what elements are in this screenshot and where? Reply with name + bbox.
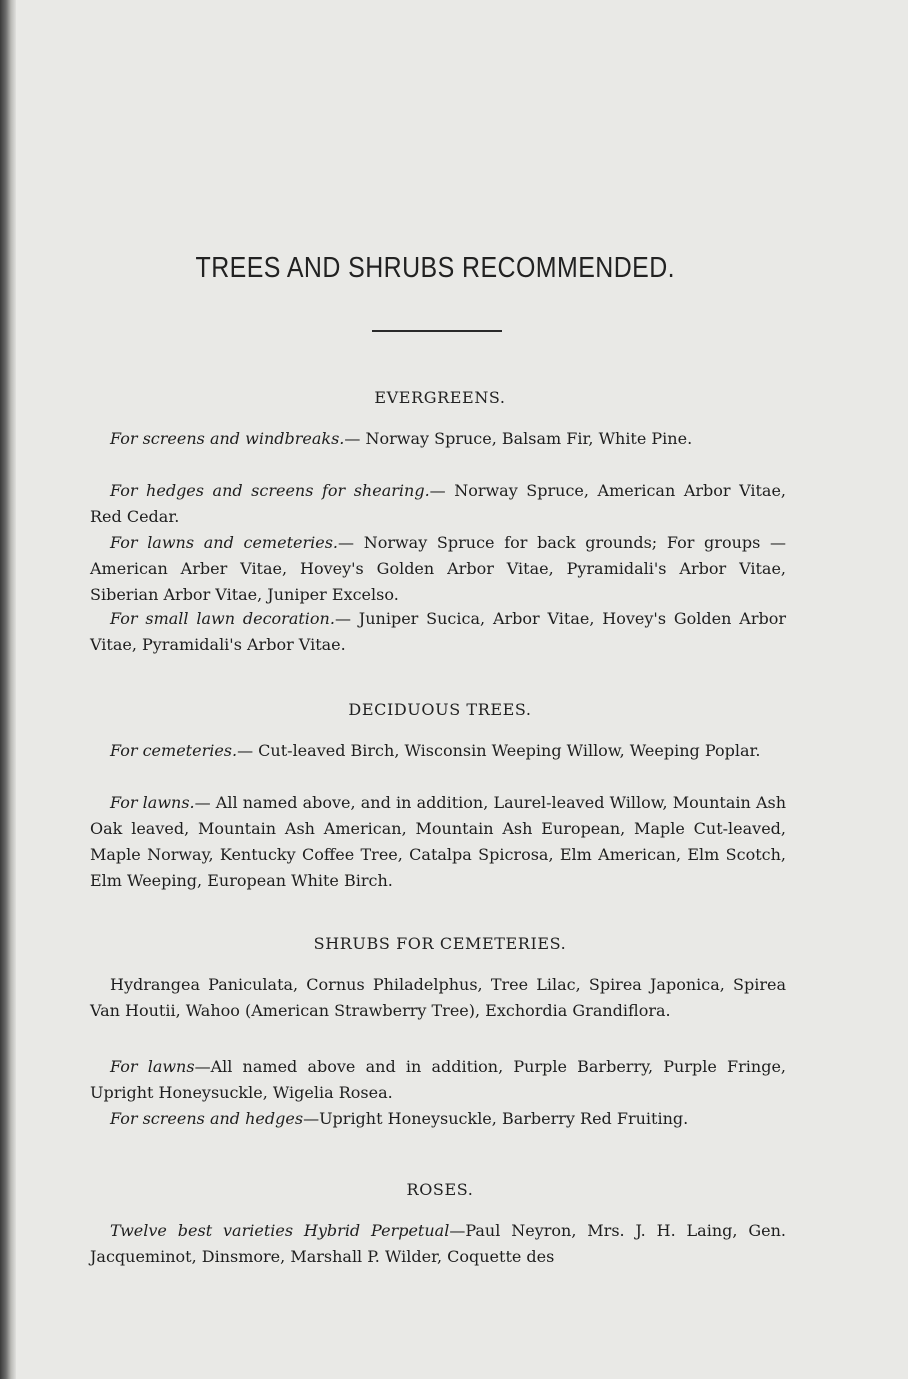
paragraph-text: —Upright Honeysuckle, Barberry Red Fruiting. [303, 1109, 689, 1128]
paragraph-lead: For screens and windbreaks. [110, 429, 345, 448]
paragraph-text: — Cut-leaved Birch, Wisconsin Weeping Willow, Weeping Poplar. [237, 741, 761, 760]
paragraph-text: Hydrangea Paniculata, Cornus Philadelphus, Tree Lilac, Spirea Japonica, Spirea Van Houtii, Wahoo (American Strawberry Tree), Exchordia Grandiflora. [90, 975, 786, 1020]
heading-evergreens: EVERGREENS. [374, 388, 506, 407]
paragraph-text: —Paul Neyron, Mrs. J. H. Laing, Gen. Jacqueminot, Dinsmore, Marshall P. Wilder, Coquette des [90, 1221, 786, 1266]
paragraph-evergreens-lawns [90, 530, 786, 608]
paragraph-text: — Norway Spruce, American Arbor Vitae, Red Cedar. [90, 481, 787, 526]
heading-roses: ROSES. [406, 1180, 474, 1199]
paragraph-shrubs-screens [90, 1106, 786, 1132]
title-divider [372, 330, 502, 332]
paragraph-roses-hybrid [90, 1218, 786, 1270]
heading-deciduous-trees: DECIDUOUS TREES. [348, 700, 532, 719]
paragraph-deciduous-lawns [90, 790, 786, 894]
paragraph-lead: For small lawn decoration. [110, 609, 335, 628]
paragraph-evergreens-hedges [90, 478, 786, 530]
paragraph-lead: For lawns [110, 1057, 195, 1076]
paragraph-lead: For lawns. [110, 793, 195, 812]
paragraph-deciduous-cemeteries [90, 738, 786, 764]
paragraph-text: — Norway Spruce, Balsam Fir, White Pine. [344, 429, 693, 448]
paragraph-shrubs-list [90, 972, 786, 1024]
paragraph-lead: For hedges and screens for shearing. [110, 481, 430, 500]
paragraph-evergreens-windbreaks [90, 426, 786, 452]
paragraph-evergreens-small-lawn [90, 606, 786, 658]
paragraph-text: — All named above, and in addition, Laurel-leaved Willow, Mountain Ash Oak leaved, Mountain Ash American, Mountain Ash European, Maple Cut-leaved, Maple Norway, Kentucky Coffee Tree, Catalpa Spicrosa, Elm American, Elm Scotch, Elm Weeping, European White Birch. [90, 793, 787, 890]
paragraph-text: — Norway Spruce for back grounds; For groups — American Arber Vitae, Hovey's Golden Arbor Vitae, Pyramidali's Arbor Vitae, Siberian Arbor Vitae, Juniper Excelso. [90, 533, 787, 604]
paragraph-lead: For lawns and cemeteries. [110, 533, 339, 552]
paragraph-text: — Juniper Sucica, Arbor Vitae, Hovey's Golden Arbor Vitae, Pyramidali's Arbor Vitae. [90, 609, 787, 654]
heading-shrubs-for-cemeteries: SHRUBS FOR CEMETERIES. [313, 934, 567, 953]
page-title: TREES AND SHRUBS RECOMMENDED. [195, 252, 676, 284]
paragraph-shrubs-lawns [90, 1054, 786, 1106]
paragraph-lead: Twelve best varieties Hybrid Perpetual [110, 1221, 450, 1240]
paragraph-lead: For screens and hedges [110, 1109, 304, 1128]
paragraph-lead: For cemeteries. [110, 741, 238, 760]
paragraph-text: —All named above and in addition, Purple Barberry, Purple Fringe, Upright Honeysuckle, Wigelia Rosea. [90, 1057, 786, 1102]
